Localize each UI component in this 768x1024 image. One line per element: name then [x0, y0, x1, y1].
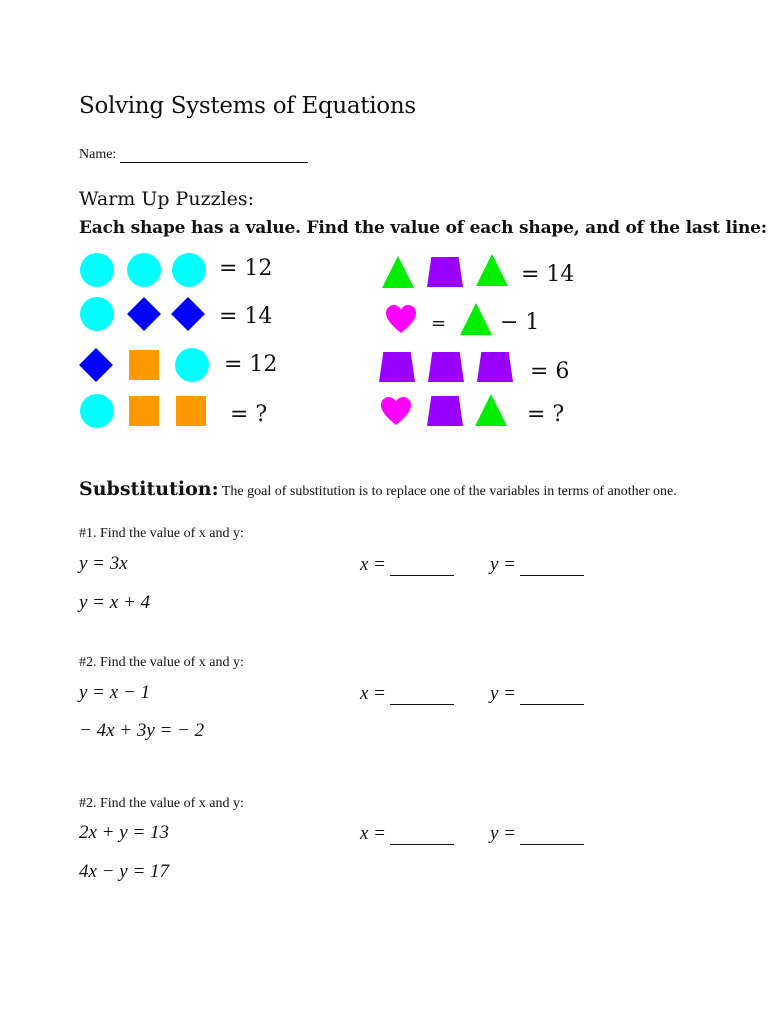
warmup-heading: Warm Up Puzzles:	[79, 188, 255, 210]
x-answer-blank[interactable]	[390, 828, 454, 845]
circle-icon	[80, 394, 114, 428]
trapezoid-icon	[427, 396, 463, 426]
diamond-icon	[171, 297, 205, 331]
right-row2-equals: =	[431, 313, 447, 334]
trapezoid-icon	[379, 352, 415, 382]
circle-icon	[80, 253, 114, 287]
triangle-icon	[475, 394, 507, 426]
triangle-icon	[382, 256, 414, 288]
circle-icon	[127, 253, 161, 287]
problem-2-y-answer	[490, 683, 584, 705]
square-icon	[129, 350, 159, 380]
y-answer-blank[interactable]	[520, 559, 584, 576]
problem-3-label: #2. Find the value of x and y:	[79, 796, 244, 811]
circle-icon	[80, 297, 114, 331]
right-row2-minus-one: − 1	[500, 310, 540, 335]
x-answer-blank[interactable]	[390, 688, 454, 705]
triangle-icon	[460, 303, 492, 335]
problem-1-equation-1: y = 3x	[79, 553, 128, 574]
problem-3-x-answer	[360, 823, 454, 845]
substitution-description: The goal of substitution is to replace one of the variables in terms of another one.	[221, 484, 677, 499]
diamond-icon	[79, 348, 113, 382]
problem-1-label: #1. Find the value of x and y:	[79, 526, 244, 541]
substitution-intro	[79, 478, 677, 500]
problem-2-equation-2: − 4x + 3y = − 2	[79, 720, 205, 741]
trapezoid-icon	[428, 352, 464, 382]
left-row3-value: = 12	[224, 352, 278, 377]
problem-2-equation-1: y = x − 1	[79, 682, 151, 703]
left-row2-value: = 14	[219, 304, 273, 329]
problem-1-y-answer	[490, 554, 584, 576]
circle-icon	[175, 348, 209, 382]
name-field	[79, 147, 308, 163]
y-answer-blank[interactable]	[520, 688, 584, 705]
x-answer-label: x =	[360, 554, 387, 575]
y-answer-label: y =	[490, 683, 517, 704]
square-icon	[129, 396, 159, 426]
problem-2-label: #2. Find the value of x and y:	[79, 655, 244, 670]
problem-1-x-answer	[360, 554, 454, 576]
left-row4-value: = ?	[230, 402, 268, 427]
right-row1-value: = 14	[521, 262, 575, 287]
heart-icon	[385, 304, 417, 334]
y-answer-label: y =	[490, 823, 517, 844]
trapezoid-icon	[427, 257, 463, 287]
square-icon	[176, 396, 206, 426]
diamond-icon	[127, 297, 161, 331]
left-row1-value: = 12	[219, 256, 273, 281]
y-answer-blank[interactable]	[520, 828, 584, 845]
problem-3-equation-1: 2x + y = 13	[79, 822, 170, 843]
heart-icon	[380, 396, 412, 426]
right-row3-value: = 6	[530, 359, 570, 384]
page-title: Solving Systems of Equations	[79, 93, 416, 119]
y-answer-label: y =	[490, 554, 517, 575]
x-answer-label: x =	[360, 683, 387, 704]
substitution-heading: Substitution:	[79, 478, 219, 500]
right-row4-value: = ?	[527, 402, 565, 427]
problem-2-x-answer	[360, 683, 454, 705]
name-blank-line[interactable]	[120, 148, 308, 163]
warmup-instruction: Each shape has a value. Find the value of each shape, and of the last line:	[79, 218, 767, 238]
problem-3-equation-2: 4x − y = 17	[79, 861, 170, 882]
trapezoid-icon	[477, 352, 513, 382]
name-label: Name:	[79, 147, 117, 162]
problem-1-equation-2: y = x + 4	[79, 592, 151, 613]
x-answer-label: x =	[360, 823, 387, 844]
x-answer-blank[interactable]	[390, 559, 454, 576]
problem-3-y-answer	[490, 823, 584, 845]
circle-icon	[172, 253, 206, 287]
triangle-icon	[476, 254, 508, 286]
